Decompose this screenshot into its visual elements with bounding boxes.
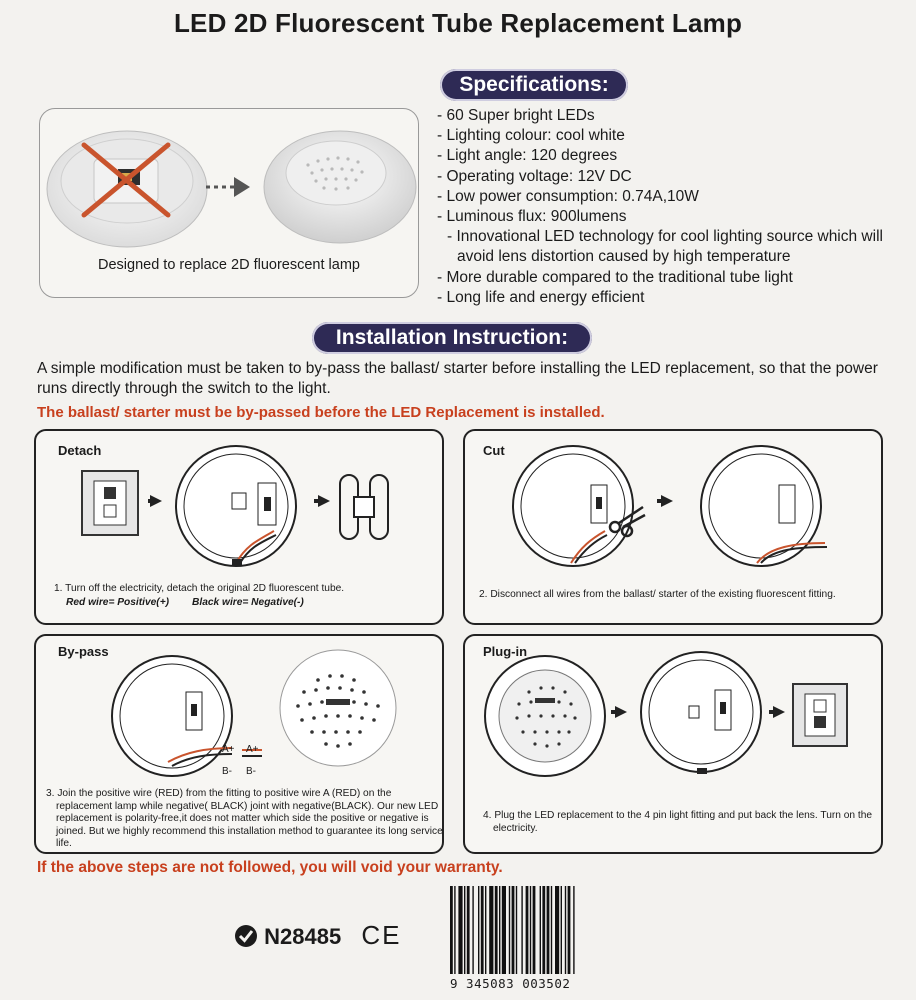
new-led-lamp-image bbox=[264, 131, 416, 243]
detach-step-text: 1. Turn off the electricity, detach the original 2D fluorescent tube. bbox=[54, 583, 345, 594]
plugin-step-text: 4. Plug the LED replacement to the 4 pin light fitting and put back the lens. Turn on the electricity. bbox=[483, 810, 873, 834]
light-fitting-drawing bbox=[112, 656, 232, 776]
barcode bbox=[450, 886, 618, 982]
installation-heading: Installation Instruction: bbox=[312, 322, 592, 354]
certification-code: N28485 bbox=[264, 924, 342, 949]
specifications-list bbox=[437, 106, 907, 308]
panel-title: Cut bbox=[483, 443, 505, 458]
detach-illustration bbox=[36, 431, 442, 581]
product-image-box bbox=[39, 108, 419, 298]
panel-plugin bbox=[463, 634, 883, 854]
panel-bypass bbox=[34, 634, 444, 854]
wire-label-a: A+ bbox=[246, 744, 259, 755]
spec-item: - More durable compared to the traditional tube light bbox=[437, 268, 793, 286]
panel-title: By-pass bbox=[58, 644, 109, 659]
wire-label-b: B- bbox=[246, 766, 256, 777]
led-board-drawing bbox=[242, 650, 396, 766]
page-title: LED 2D Fluorescent Tube Replacement Lamp bbox=[173, 8, 743, 38]
spec-item: - Low power consumption: 0.74A,10W bbox=[437, 187, 699, 205]
panel-title: Plug-in bbox=[483, 644, 528, 659]
light-fitting-drawing bbox=[513, 446, 633, 566]
spec-item: - Light angle: 120 degrees bbox=[437, 147, 618, 165]
warranty-warning: If the above steps are not followed, you will void your warranty. bbox=[37, 859, 503, 876]
light-fitting-drawing bbox=[176, 446, 296, 566]
2d-tube-drawing bbox=[340, 475, 388, 539]
cut-step-text: 2. Disconnect all wires from the ballast/ starter of the existing fluorescent fitting. bbox=[479, 589, 836, 600]
arrow-right-icon bbox=[773, 706, 785, 718]
barcode-digits: 9 345083 003502 bbox=[450, 976, 571, 991]
bypass-step-text: 3. Join the positive wire (RED) from the fitting to positive wire A (RED) on the replacement lamp while negative( BLACK) joint with negative(BLACK). Our new LED replacement is polarity-free,it does not matter which side the positive or negative is joined. But we highly recommend this installation method to guarantee its long service life. bbox=[46, 788, 443, 849]
replace-arrow-icon bbox=[206, 177, 250, 197]
plugin-illustration bbox=[465, 636, 881, 796]
spec-item: - 60 Super bright LEDs bbox=[437, 107, 595, 124]
product-image-caption: Designed to replace 2D fluorescent lamp bbox=[98, 257, 360, 273]
arrow-right-icon bbox=[318, 495, 330, 507]
wall-switch-icon bbox=[793, 684, 847, 746]
panel-title: Detach bbox=[58, 443, 102, 458]
panel-cut bbox=[463, 429, 883, 625]
red-wire-note: Red wire= Positive(+) bbox=[66, 597, 170, 608]
wire-label-a: A+ bbox=[222, 744, 235, 755]
specifications-heading: Specifications: bbox=[440, 69, 628, 101]
spec-item: - Operating voltage: 12V DC bbox=[437, 167, 632, 185]
panel-detach bbox=[34, 429, 444, 625]
led-lamp-drawing bbox=[485, 656, 605, 776]
spec-item: - Lighting colour: cool white bbox=[437, 127, 625, 145]
light-fitting-drawing bbox=[701, 446, 827, 566]
black-wire-note: Black wire= Negative(-) bbox=[192, 597, 304, 608]
wire-label-b: B- bbox=[222, 766, 232, 777]
bypass-illustration bbox=[36, 636, 442, 786]
spec-item: - Innovational LED technology for cool lighting source which will avoid lens distortion caused by high temperature bbox=[447, 228, 883, 266]
wall-switch-icon bbox=[82, 471, 138, 535]
cut-illustration bbox=[465, 431, 881, 581]
bypass-warning: The ballast/ starter must be by-passed before the LED Replacement is installed. bbox=[37, 404, 605, 421]
certification-row bbox=[234, 920, 401, 951]
arrow-right-icon bbox=[661, 495, 673, 507]
spec-item: - Luminous flux: 900lumens bbox=[437, 208, 627, 226]
old-2d-lamp-image bbox=[47, 131, 207, 247]
rcm-tick-icon bbox=[234, 924, 258, 948]
light-fitting-drawing bbox=[641, 652, 761, 774]
spec-item: - Long life and energy efficient bbox=[437, 288, 645, 306]
arrow-right-icon bbox=[615, 706, 627, 718]
ce-mark-icon: CE bbox=[361, 920, 402, 950]
installation-intro: A simple modification must be taken to by-pass the ballast/ starter before installing the LED replacement, so that the power runs directly through the switch to the light. bbox=[37, 360, 878, 397]
